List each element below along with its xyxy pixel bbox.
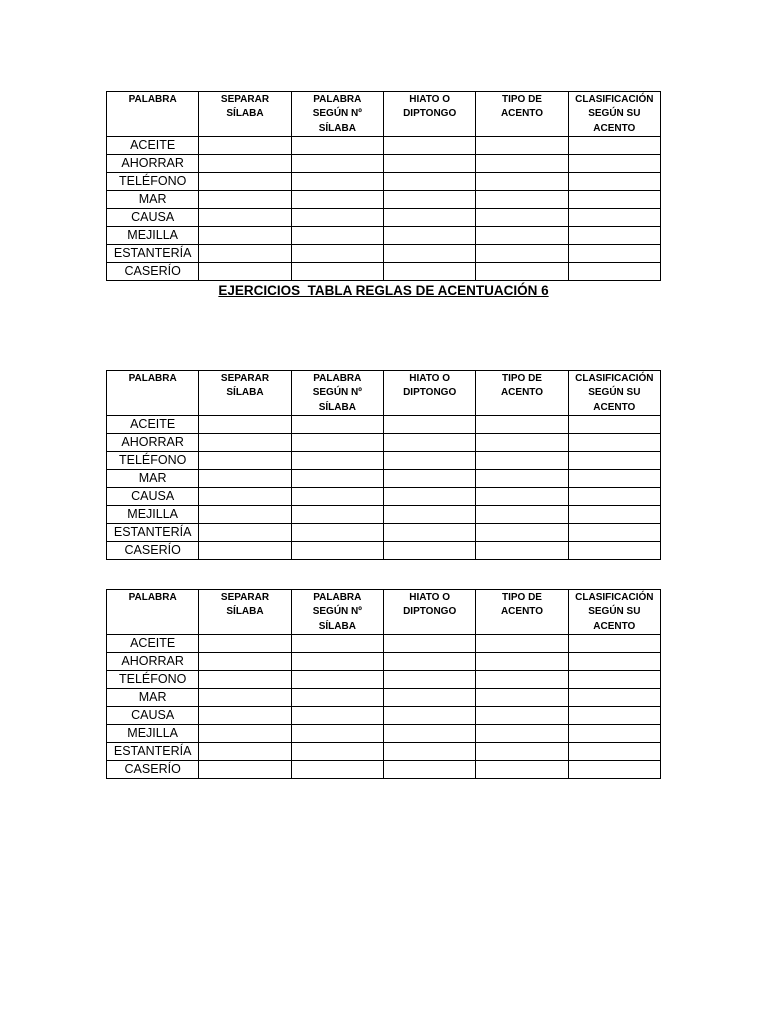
answer-cell[interactable] bbox=[199, 506, 291, 524]
table-row bbox=[107, 725, 661, 743]
answer-cell[interactable] bbox=[291, 173, 383, 191]
answer-cell[interactable] bbox=[476, 488, 568, 506]
answer-cell[interactable] bbox=[291, 707, 383, 725]
column-header bbox=[476, 371, 568, 416]
word-cell: AHORRAR bbox=[107, 155, 199, 173]
answer-cell[interactable] bbox=[291, 506, 383, 524]
column-header bbox=[199, 590, 291, 635]
column-header-line: CLASIFICACIÓN bbox=[575, 94, 654, 105]
answer-cell[interactable] bbox=[476, 470, 568, 488]
answer-cell[interactable] bbox=[199, 488, 291, 506]
word-cell: ESTANTERÍA bbox=[107, 524, 199, 542]
answer-cell[interactable] bbox=[568, 155, 660, 173]
column-header-line: PALABRA bbox=[128, 592, 177, 603]
column-header-line: SEGÚN Nº bbox=[312, 108, 362, 120]
column-header-line: ACENTO bbox=[593, 401, 636, 413]
word-cell: CASERÍO bbox=[107, 263, 199, 281]
answer-cell[interactable] bbox=[199, 209, 291, 227]
answer-cell[interactable] bbox=[383, 671, 475, 689]
answer-cell[interactable] bbox=[291, 263, 383, 281]
table-row bbox=[107, 227, 661, 245]
answer-cell[interactable] bbox=[383, 155, 475, 173]
column-header-line: ACENTO bbox=[593, 620, 636, 632]
table-row bbox=[107, 689, 661, 707]
exercise-table-2 bbox=[106, 370, 661, 560]
answer-cell[interactable] bbox=[291, 452, 383, 470]
answer-cell[interactable] bbox=[383, 191, 475, 209]
answer-cell[interactable] bbox=[383, 434, 475, 452]
table-row bbox=[107, 137, 661, 155]
answer-cell[interactable] bbox=[199, 707, 291, 725]
answer-cell[interactable] bbox=[291, 635, 383, 653]
answer-cell[interactable] bbox=[568, 263, 660, 281]
answer-cell[interactable] bbox=[476, 725, 568, 743]
column-header-line: CLASIFICACIÓN bbox=[575, 592, 654, 603]
word-cell: MEJILLA bbox=[107, 506, 199, 524]
answer-cell[interactable] bbox=[476, 707, 568, 725]
table-row bbox=[107, 191, 661, 209]
word-cell: ACEITE bbox=[107, 137, 199, 155]
answer-cell[interactable] bbox=[476, 743, 568, 761]
table-row bbox=[107, 524, 661, 542]
column-header-line: SÍLABA bbox=[226, 606, 264, 618]
answer-cell[interactable] bbox=[476, 653, 568, 671]
column-header-line: SEPARAR bbox=[220, 94, 270, 105]
header-row bbox=[107, 371, 661, 416]
word-cell: MAR bbox=[107, 191, 199, 209]
table-row bbox=[107, 470, 661, 488]
answer-cell[interactable] bbox=[199, 263, 291, 281]
answer-cell[interactable] bbox=[476, 434, 568, 452]
answer-cell[interactable] bbox=[568, 488, 660, 506]
answer-cell[interactable] bbox=[476, 671, 568, 689]
answer-cell[interactable] bbox=[476, 506, 568, 524]
answer-cell[interactable] bbox=[383, 743, 475, 761]
column-header bbox=[383, 590, 475, 635]
column-header-line: HIATO O bbox=[409, 373, 451, 384]
table-row bbox=[107, 707, 661, 725]
column-header-line: PALABRA bbox=[128, 94, 177, 105]
answer-cell[interactable] bbox=[199, 542, 291, 560]
answer-cell[interactable] bbox=[383, 506, 475, 524]
answer-cell[interactable] bbox=[568, 452, 660, 470]
column-header-line: SÍLABA bbox=[226, 387, 264, 399]
answer-cell[interactable] bbox=[291, 725, 383, 743]
table-row bbox=[107, 209, 661, 227]
answer-cell[interactable] bbox=[568, 725, 660, 743]
answer-cell[interactable] bbox=[383, 542, 475, 560]
answer-cell[interactable] bbox=[291, 653, 383, 671]
column-header-line: PALABRA bbox=[128, 373, 177, 384]
word-cell: CASERÍO bbox=[107, 761, 199, 779]
table-row bbox=[107, 653, 661, 671]
answer-cell[interactable] bbox=[568, 542, 660, 560]
word-cell: ESTANTERÍA bbox=[107, 743, 199, 761]
answer-cell[interactable] bbox=[291, 524, 383, 542]
column-header bbox=[199, 92, 291, 137]
word-cell: AHORRAR bbox=[107, 653, 199, 671]
column-header-line: SEGÚN SU bbox=[588, 108, 641, 120]
column-header bbox=[476, 590, 568, 635]
answer-cell[interactable] bbox=[199, 671, 291, 689]
answer-cell[interactable] bbox=[383, 524, 475, 542]
answer-cell[interactable] bbox=[476, 542, 568, 560]
answer-cell[interactable] bbox=[568, 245, 660, 263]
answer-cell[interactable] bbox=[383, 689, 475, 707]
table-row bbox=[107, 542, 661, 560]
column-header-line: SEPARAR bbox=[220, 373, 270, 384]
answer-cell[interactable] bbox=[476, 191, 568, 209]
answer-cell[interactable] bbox=[199, 245, 291, 263]
answer-cell[interactable] bbox=[291, 488, 383, 506]
table-row bbox=[107, 155, 661, 173]
answer-cell[interactable] bbox=[568, 434, 660, 452]
exercise-table-3 bbox=[106, 589, 661, 779]
answer-cell[interactable] bbox=[568, 470, 660, 488]
column-header bbox=[476, 92, 568, 137]
column-header bbox=[107, 371, 199, 416]
table-row bbox=[107, 173, 661, 191]
answer-cell[interactable] bbox=[476, 524, 568, 542]
table-row bbox=[107, 416, 661, 434]
answer-cell[interactable] bbox=[568, 635, 660, 653]
column-header-line: HIATO O bbox=[409, 592, 451, 603]
answer-cell[interactable] bbox=[476, 689, 568, 707]
column-header bbox=[291, 590, 383, 635]
answer-cell[interactable] bbox=[568, 707, 660, 725]
answer-cell[interactable] bbox=[383, 653, 475, 671]
answer-cell[interactable] bbox=[476, 761, 568, 779]
answer-cell[interactable] bbox=[199, 653, 291, 671]
column-header bbox=[568, 590, 660, 635]
answer-cell[interactable] bbox=[383, 470, 475, 488]
answer-cell[interactable] bbox=[476, 452, 568, 470]
answer-cell[interactable] bbox=[291, 209, 383, 227]
answer-cell[interactable] bbox=[291, 434, 383, 452]
answer-cell[interactable] bbox=[476, 263, 568, 281]
word-cell: MEJILLA bbox=[107, 725, 199, 743]
word-cell: TELÉFONO bbox=[107, 452, 199, 470]
column-header bbox=[199, 371, 291, 416]
answer-cell[interactable] bbox=[568, 416, 660, 434]
word-cell: CAUSA bbox=[107, 209, 199, 227]
word-cell: AHORRAR bbox=[107, 434, 199, 452]
answer-cell[interactable] bbox=[291, 137, 383, 155]
answer-cell[interactable] bbox=[199, 524, 291, 542]
word-cell: TELÉFONO bbox=[107, 671, 199, 689]
answer-cell[interactable] bbox=[199, 635, 291, 653]
column-header-line: DIPTONGO bbox=[403, 387, 457, 399]
answer-cell[interactable] bbox=[291, 542, 383, 560]
word-cell: CAUSA bbox=[107, 707, 199, 725]
table-row bbox=[107, 761, 661, 779]
answer-cell[interactable] bbox=[476, 416, 568, 434]
column-header-line: SÍLABA bbox=[318, 401, 356, 413]
answer-cell[interactable] bbox=[199, 470, 291, 488]
answer-cell[interactable] bbox=[291, 245, 383, 263]
answer-cell[interactable] bbox=[568, 227, 660, 245]
column-header-line: ACENTO bbox=[593, 122, 636, 134]
header-row bbox=[107, 92, 661, 137]
word-cell: ACEITE bbox=[107, 635, 199, 653]
answer-cell[interactable] bbox=[476, 137, 568, 155]
answer-cell[interactable] bbox=[199, 137, 291, 155]
header-row bbox=[107, 590, 661, 635]
answer-cell[interactable] bbox=[383, 245, 475, 263]
column-header-line: ACENTO bbox=[500, 108, 543, 120]
answer-cell[interactable] bbox=[383, 173, 475, 191]
column-header-line: TIPO DE bbox=[501, 592, 542, 603]
column-header-line: PALABRA bbox=[313, 373, 362, 384]
answer-cell[interactable] bbox=[291, 761, 383, 779]
answer-cell[interactable] bbox=[199, 452, 291, 470]
answer-cell[interactable] bbox=[568, 209, 660, 227]
column-header-line: CLASIFICACIÓN bbox=[575, 373, 654, 384]
column-header-line: SEGÚN Nº bbox=[312, 606, 362, 618]
column-header-line: DIPTONGO bbox=[403, 606, 457, 618]
answer-cell[interactable] bbox=[199, 173, 291, 191]
answer-cell[interactable] bbox=[476, 635, 568, 653]
answer-cell[interactable] bbox=[568, 191, 660, 209]
answer-cell[interactable] bbox=[199, 434, 291, 452]
column-header-line: SÍLABA bbox=[226, 108, 264, 120]
answer-cell[interactable] bbox=[383, 452, 475, 470]
column-header-line: ACENTO bbox=[500, 387, 543, 399]
column-header-line: TIPO DE bbox=[501, 94, 542, 105]
word-cell: CAUSA bbox=[107, 488, 199, 506]
answer-cell[interactable] bbox=[568, 173, 660, 191]
answer-cell[interactable] bbox=[476, 227, 568, 245]
column-header-line: SÍLABA bbox=[318, 122, 356, 134]
answer-cell[interactable] bbox=[568, 653, 660, 671]
answer-cell[interactable] bbox=[291, 689, 383, 707]
table-row bbox=[107, 506, 661, 524]
exercise-table-1 bbox=[106, 91, 661, 281]
answer-cell[interactable] bbox=[291, 416, 383, 434]
answer-cell[interactable] bbox=[568, 761, 660, 779]
answer-cell[interactable] bbox=[568, 137, 660, 155]
table-row bbox=[107, 488, 661, 506]
word-cell: MAR bbox=[107, 689, 199, 707]
answer-cell[interactable] bbox=[383, 635, 475, 653]
answer-cell[interactable] bbox=[291, 227, 383, 245]
answer-cell[interactable] bbox=[476, 245, 568, 263]
answer-cell[interactable] bbox=[568, 524, 660, 542]
answer-cell[interactable] bbox=[476, 155, 568, 173]
answer-cell[interactable] bbox=[199, 416, 291, 434]
answer-cell[interactable] bbox=[199, 227, 291, 245]
column-header-line: SEPARAR bbox=[220, 592, 270, 603]
answer-cell[interactable] bbox=[383, 707, 475, 725]
column-header bbox=[291, 371, 383, 416]
answer-cell[interactable] bbox=[568, 689, 660, 707]
answer-cell[interactable] bbox=[199, 155, 291, 173]
column-header bbox=[568, 92, 660, 137]
table-row bbox=[107, 245, 661, 263]
column-header bbox=[107, 92, 199, 137]
column-header-line: HIATO O bbox=[409, 94, 451, 105]
table-row bbox=[107, 452, 661, 470]
answer-cell[interactable] bbox=[199, 191, 291, 209]
column-header bbox=[383, 371, 475, 416]
answer-cell[interactable] bbox=[199, 761, 291, 779]
column-header-line: SÍLABA bbox=[318, 620, 356, 632]
answer-cell[interactable] bbox=[291, 743, 383, 761]
answer-cell[interactable] bbox=[383, 263, 475, 281]
answer-cell[interactable] bbox=[568, 506, 660, 524]
column-header-line: SEGÚN Nº bbox=[312, 387, 362, 399]
answer-cell[interactable] bbox=[476, 209, 568, 227]
word-cell: MAR bbox=[107, 470, 199, 488]
column-header-line: SEGÚN SU bbox=[588, 606, 641, 618]
column-header bbox=[291, 92, 383, 137]
table-row bbox=[107, 671, 661, 689]
word-cell: ACEITE bbox=[107, 416, 199, 434]
word-cell: ESTANTERÍA bbox=[107, 245, 199, 263]
answer-cell[interactable] bbox=[383, 488, 475, 506]
answer-cell[interactable] bbox=[383, 761, 475, 779]
answer-cell[interactable] bbox=[199, 743, 291, 761]
answer-cell[interactable] bbox=[568, 671, 660, 689]
column-header bbox=[383, 92, 475, 137]
column-header-line: TIPO DE bbox=[501, 373, 542, 384]
column-header bbox=[107, 590, 199, 635]
column-header bbox=[568, 371, 660, 416]
answer-cell[interactable] bbox=[199, 689, 291, 707]
answer-cell[interactable] bbox=[291, 671, 383, 689]
column-header-line: PALABRA bbox=[313, 94, 362, 105]
answer-cell[interactable] bbox=[476, 173, 568, 191]
answer-cell[interactable] bbox=[568, 743, 660, 761]
table-row bbox=[107, 743, 661, 761]
column-header-line: SEGÚN SU bbox=[588, 387, 641, 399]
answer-cell[interactable] bbox=[383, 227, 475, 245]
word-cell: MEJILLA bbox=[107, 227, 199, 245]
answer-cell[interactable] bbox=[291, 470, 383, 488]
answer-cell[interactable] bbox=[291, 155, 383, 173]
word-cell: CASERÍO bbox=[107, 542, 199, 560]
column-header-line: PALABRA bbox=[313, 592, 362, 603]
answer-cell[interactable] bbox=[383, 137, 475, 155]
column-header-line: ACENTO bbox=[500, 606, 543, 618]
table-row bbox=[107, 635, 661, 653]
answer-cell[interactable] bbox=[383, 416, 475, 434]
table-row bbox=[107, 263, 661, 281]
answer-cell[interactable] bbox=[383, 725, 475, 743]
answer-cell[interactable] bbox=[291, 191, 383, 209]
table-row bbox=[107, 434, 661, 452]
worksheet-title: EJERCICIOS TABLA REGLAS DE ACENTUACIÓN 6 bbox=[218, 283, 549, 298]
answer-cell[interactable] bbox=[199, 725, 291, 743]
word-cell: TELÉFONO bbox=[107, 173, 199, 191]
answer-cell[interactable] bbox=[383, 209, 475, 227]
column-header-line: DIPTONGO bbox=[403, 108, 457, 120]
